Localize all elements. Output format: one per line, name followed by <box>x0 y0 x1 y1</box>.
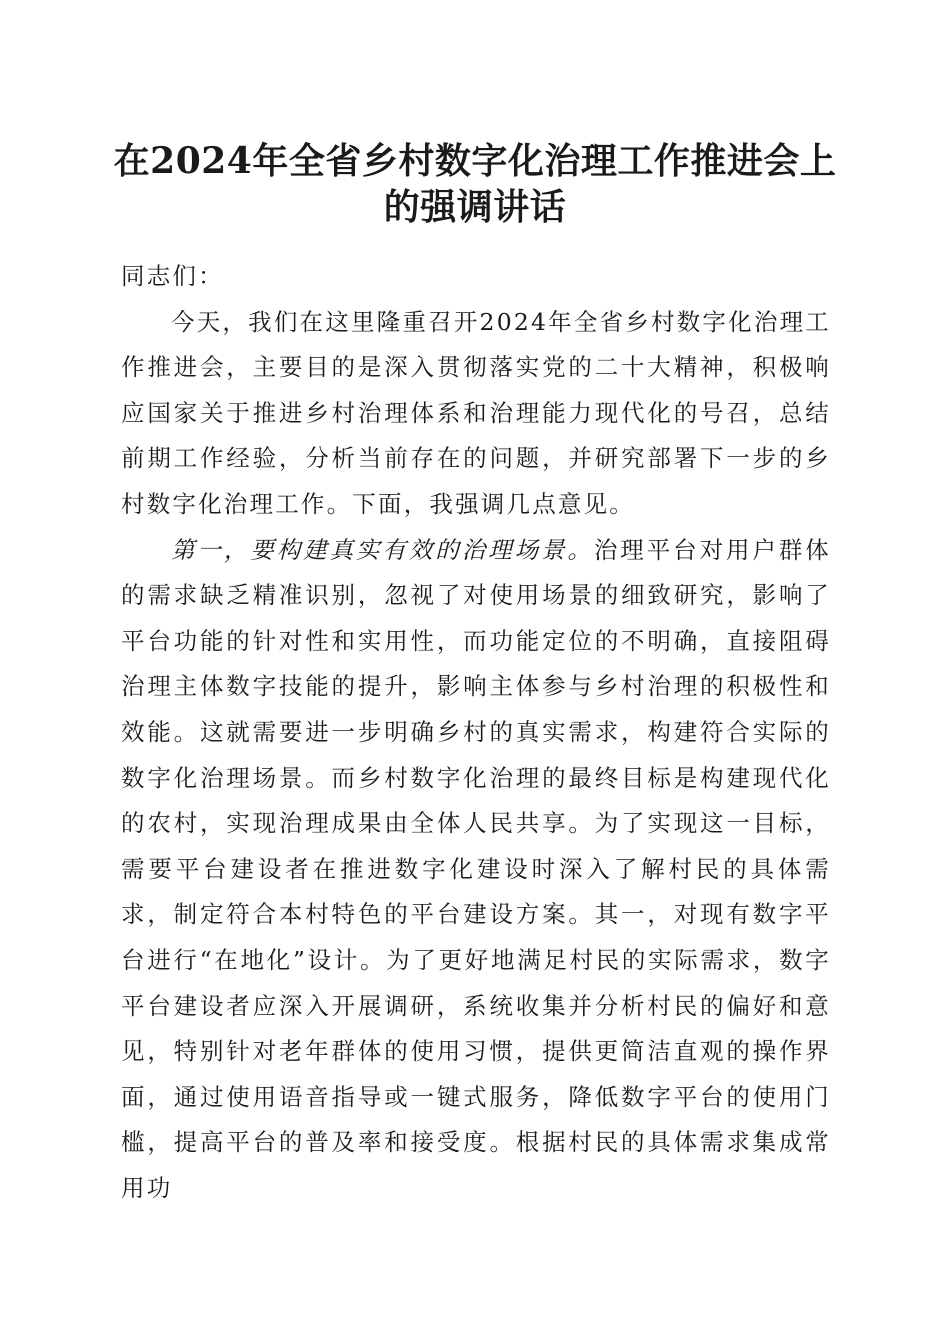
title-line-2: 的强调讲话 <box>383 186 567 228</box>
salutation: 同志们： <box>121 262 224 290</box>
section-1-heading: 第一，要构建真实有效的治理场景。 <box>171 535 594 564</box>
section-1-body: 治理平台对用户群体的需求缺乏精准识别，忽视了对使用场景的细致研究，影响了平台功能的针对性和实用性，而功能定位的不明确，直接阻碍治理主体数字技能的提升，影响主体参与乡村治理的积极性和效能。这就需要进一步明确乡村的真实需求，构建符合实际的数字化治理场景。而乡村数字化治理的最终目标是构建现代化的农村，实现治理成果由全体人民共享。为了实现这一目标，需要平台建设者在推进数字化建设时深入了解村民的具体需求，制定符合本村特色的平台建设方案。其一，对现有数字平台进行“在地化”设计。为了更好地满足村民的实际需求，数字平台建设者应深入开展调研，系统收集并分析村民的偏好和意见，特别针对老年群体的使用习惯，提供更简洁直观的操作界面，通过使用语音指导或一键式服务，降低数字平台的使用门槛，提高平台的普及率和接受度。根据村民的具体需求集成常用功 <box>121 535 831 1202</box>
document-body <box>121 254 831 1211</box>
title-line-1: 在2024年全省乡村数字化治理工作推进会上 <box>113 140 837 182</box>
section-1-paragraph <box>121 528 831 1212</box>
intro-paragraph: 今天，我们在这里隆重召开2024年全省乡村数字化治理工作推进会，主要目的是深入贯彻落实党的二十大精神，积极响应国家关于推进乡村治理体系和治理能力现代化的号召，总结前期工作经验，分析当前存在的问题，并研究部署下一步的乡村数字化治理工作。下面，我强调几点意见。 <box>121 307 831 518</box>
document-title <box>100 138 850 230</box>
